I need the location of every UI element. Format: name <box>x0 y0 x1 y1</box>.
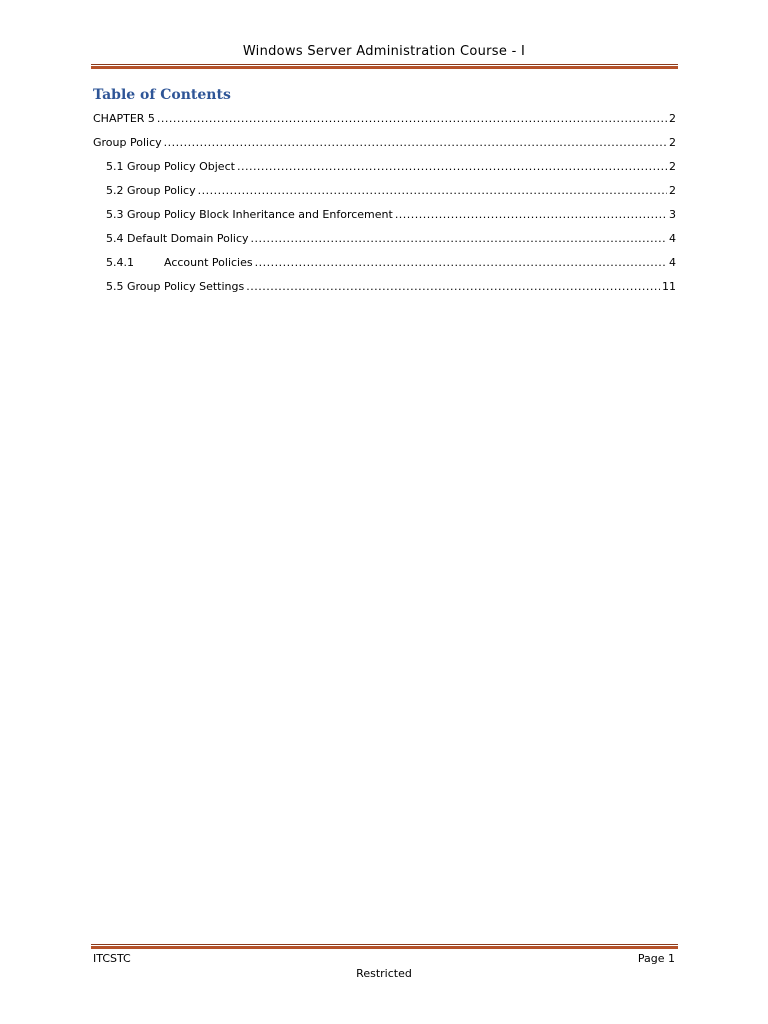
toc-entry-title <box>106 256 253 269</box>
toc-entry-title: 5.4 Default Domain Policy <box>106 232 249 245</box>
footer-page-number: Page 1 <box>637 952 675 965</box>
toc-heading: Table of Contents <box>93 87 231 103</box>
footer-rule <box>91 944 678 949</box>
running-header-title: Windows Server Administration Course - I <box>242 44 526 59</box>
toc-entry-title: Group Policy <box>93 136 162 149</box>
toc-entry-page: 3 <box>669 208 676 221</box>
toc-leader-dots <box>157 112 667 125</box>
toc-entry-5-1[interactable] <box>93 160 676 184</box>
toc-entry-title: 5.5 Group Policy Settings <box>106 280 245 293</box>
toc-entry-page: 2 <box>669 112 676 125</box>
toc-entry-title-text: Account Policies <box>164 256 253 269</box>
toc-entry-number: 5.4.1 <box>106 256 134 269</box>
toc-entry-page: 2 <box>669 136 676 149</box>
footer-rule-thick <box>91 946 678 949</box>
toc-entry-5-4[interactable] <box>93 232 676 256</box>
toc-leader-dots <box>164 136 667 149</box>
toc-leader-dots <box>255 256 667 269</box>
toc-entry-page: 4 <box>669 232 676 245</box>
toc-entry-page: 4 <box>669 256 676 269</box>
header-rule-thin <box>91 64 678 65</box>
toc-leader-dots <box>198 184 667 197</box>
header-rule <box>91 64 678 69</box>
toc-entry-title: CHAPTER 5 <box>93 112 155 125</box>
footer-rule-thin <box>91 944 678 945</box>
footer-organization: ITCSTC <box>93 952 131 965</box>
toc-entry-group-policy[interactable] <box>93 136 676 160</box>
toc-entry-title: 5.3 Group Policy Block Inheritance and Enforcement <box>106 208 393 221</box>
table-of-contents <box>93 112 676 304</box>
toc-entry-page: 11 <box>662 280 676 293</box>
toc-entry-page: 2 <box>669 160 676 173</box>
toc-entry-chapter-5[interactable] <box>93 112 676 136</box>
toc-entry-page: 2 <box>669 184 676 197</box>
toc-entry-5-2[interactable] <box>93 184 676 208</box>
toc-entry-5-4-1[interactable] <box>93 256 676 280</box>
header-rule-thick <box>91 66 678 69</box>
toc-leader-dots <box>237 160 667 173</box>
toc-leader-dots <box>395 208 667 221</box>
toc-leader-dots <box>251 232 667 245</box>
toc-entry-title: 5.1 Group Policy Object <box>106 160 235 173</box>
toc-entry-title: 5.2 Group Policy <box>106 184 196 197</box>
toc-entry-5-3[interactable] <box>93 208 676 232</box>
footer-classification: Restricted <box>356 967 412 980</box>
toc-leader-dots <box>246 280 660 293</box>
toc-entry-5-5[interactable] <box>93 280 676 304</box>
